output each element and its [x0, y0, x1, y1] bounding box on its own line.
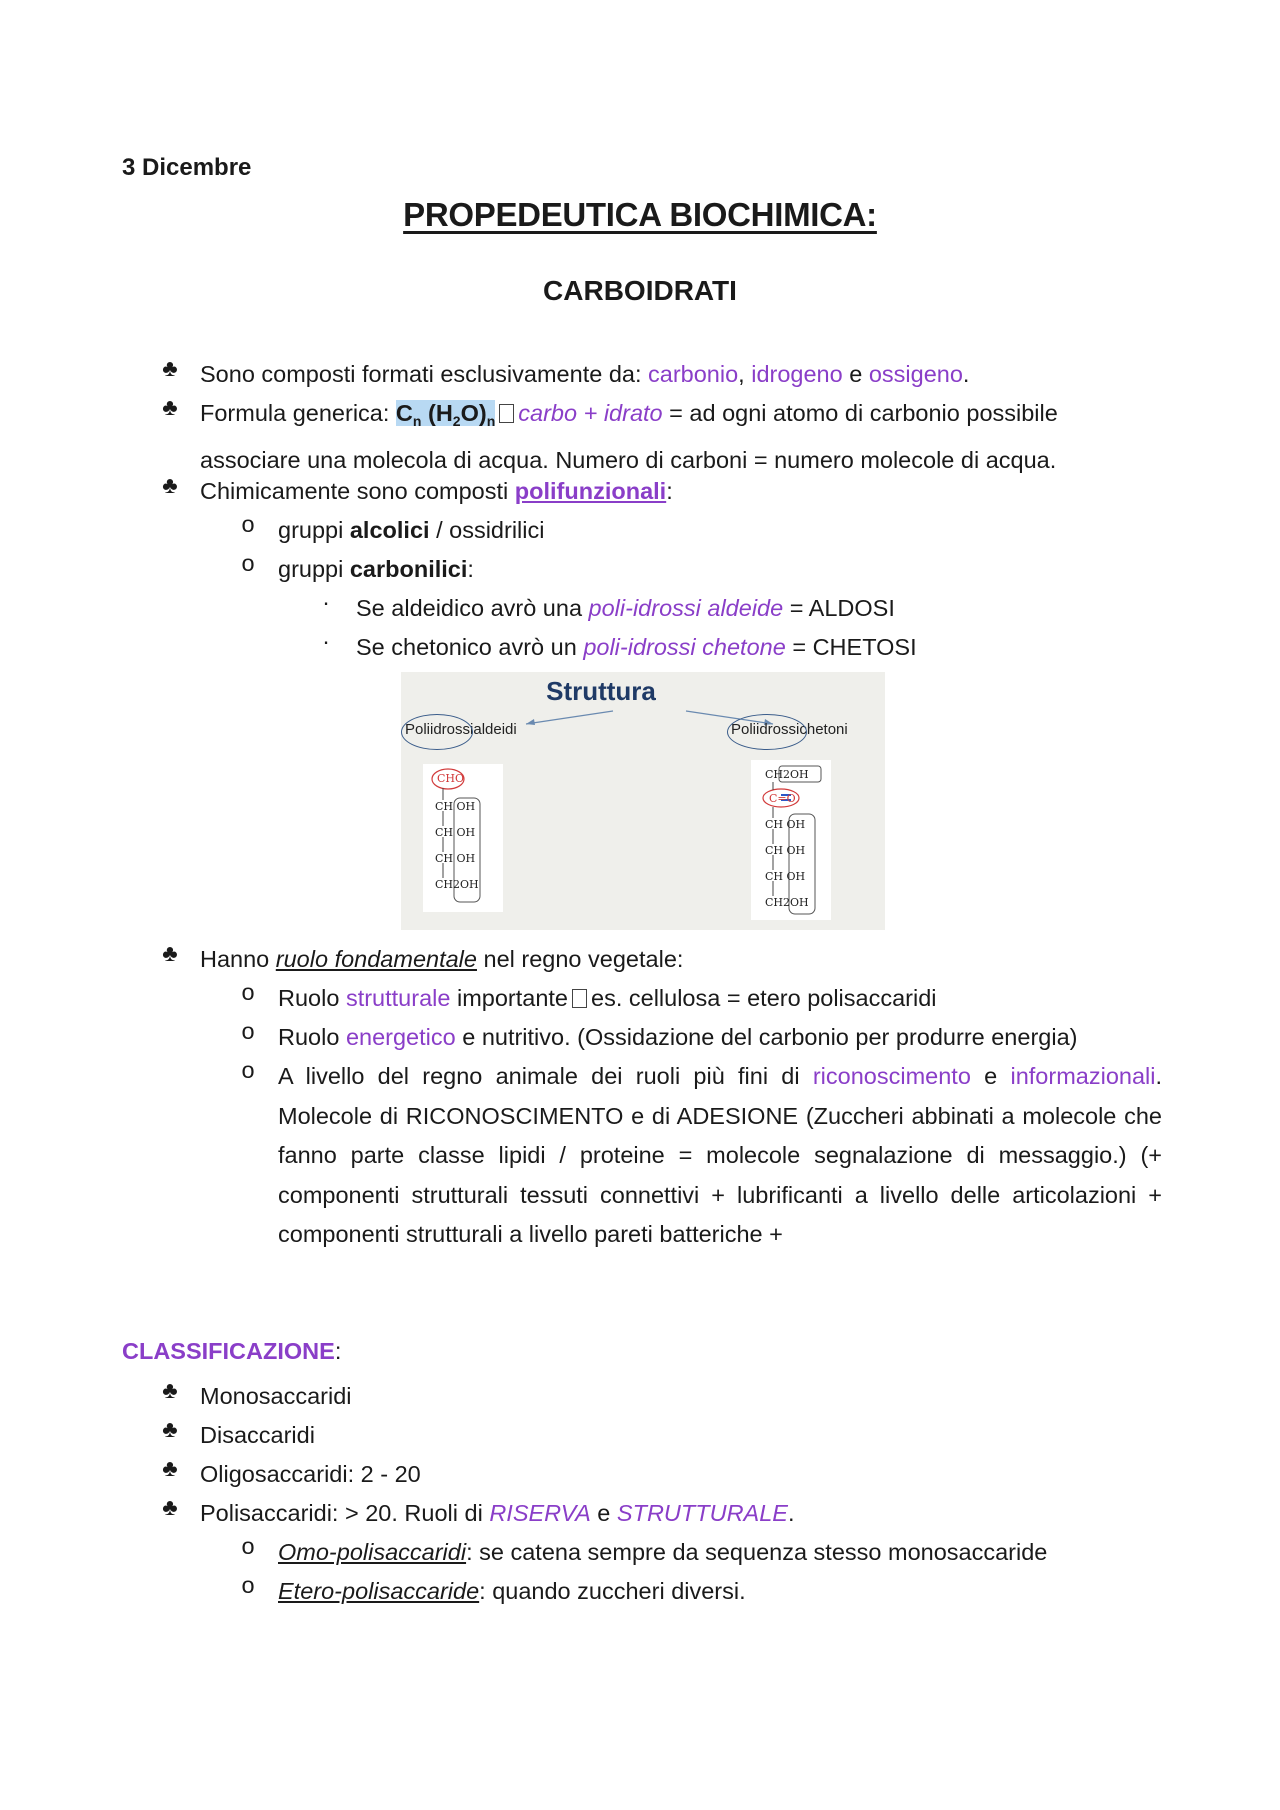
term-idrogeno: idrogeno: [751, 361, 843, 387]
aldose-structure: CHO CH OH CH OH CH OH CH2OH: [423, 764, 503, 912]
bullet-ruolo: Hanno ruolo fondamentale nel regno vegetale:: [200, 946, 684, 972]
circle-bullet-icon: o: [241, 1057, 255, 1083]
dot-bullet-icon: ·: [322, 589, 330, 615]
bullet-polifunzionali: Chimicamente sono composti polifunzionali:: [200, 478, 673, 504]
page-title: PROPEDEUTICA BIOCHIMICA:: [403, 196, 877, 233]
aldehyde-label: Poliidrossialdeidi: [405, 721, 517, 738]
term-carbonio: carbonio: [648, 361, 739, 387]
lecture-date: 3 Dicembre: [122, 154, 252, 181]
bullet-formula: Formula generica: $C_n$ $(H_2O)_n$ carbo + idrato = ad ogni atomo di carbonio possibile associare una molecola di acqua. Numero di carboni = numero molecole di acqua.: [200, 400, 1058, 473]
formula-highlight: $C_n$ $(H_2O)_n$: [395, 400, 496, 429]
missing-glyph-box-icon: [499, 404, 514, 423]
subbullet-riconoscimento: A livello del regno animale dei ruoli più fini di riconoscimento e informazionali. Molecole di RICONOSCIMENTO e di ADESIONE (Zuccheri abbinati a molecole che fanno parte classe lipidi / proteine = molecole segnalazione di messaggio.) (+ componenti strutturali tessuti connettivi + lubrificanti a livello delle articolazioni + componenti strutturali a livello pareti batteriche +: [278, 1063, 1162, 1247]
club-bullet-icon: ♣: [162, 940, 178, 966]
ketone-ellipse: [727, 714, 807, 750]
club-bullet-icon: ♣: [162, 472, 178, 498]
figure-title: Struttura: [546, 676, 656, 706]
circle-bullet-icon: o: [241, 1572, 255, 1598]
circle-bullet-icon: o: [241, 550, 255, 576]
club-bullet-icon: ♣: [162, 1416, 178, 1442]
club-bullet-icon: ♣: [162, 1494, 178, 1520]
circle-bullet-icon: o: [241, 979, 255, 1005]
circle-bullet-icon: o: [241, 1018, 255, 1044]
list-item: Oligosaccaridi: 2 - 20: [200, 1461, 421, 1487]
aldehyde-ellipse: [401, 714, 473, 750]
structure-figure: [401, 672, 885, 930]
subbullet-energetico: Ruolo energetico e nutritivo. (Ossidazione del carbonio per produrre energia): [278, 1024, 1078, 1050]
subbullet-strutturale: Ruolo strutturale importante es. cellulosa = etero polisaccaridi: [278, 985, 937, 1011]
section-subtitle: CARBOIDRATI: [543, 275, 737, 306]
bullet-composition: Sono composti formati esclusivamente da: carbonio, idrogeno e ossigeno.: [200, 361, 970, 387]
subsub-aldosi: Se aldeidico avrò una poli-idrossi aldeide = ALDOSI: [356, 595, 895, 621]
term-polifunzionali: polifunzionali: [514, 478, 667, 504]
ketose-structure: CH2OH C=O CH OH CH OH CH OH CH2OH: [751, 760, 831, 920]
list-item: Disaccaridi: [200, 1422, 315, 1448]
dot-bullet-icon: ·: [322, 628, 330, 654]
subbullet-carbonilici: gruppi carbonilici:: [278, 556, 474, 582]
club-bullet-icon: ♣: [162, 1455, 178, 1481]
term-ossigeno: ossigeno: [868, 361, 963, 387]
circle-bullet-icon: o: [241, 1533, 255, 1559]
ketone-label: Poliidrossichetoni: [731, 721, 848, 738]
club-bullet-icon: ♣: [162, 394, 178, 420]
list-item-polisaccaridi: Polisaccaridi: > 20. Ruoli di RISERVA e STRUTTURALE.: [200, 1500, 795, 1526]
classificazione-heading: CLASSIFICAZIONE:: [122, 1338, 342, 1364]
club-bullet-icon: ♣: [162, 355, 178, 381]
list-item: Monosaccaridi: [200, 1383, 352, 1409]
subsub-chetosi: Se chetonico avrò un poli-idrossi chetone = CHETOSI: [356, 634, 917, 660]
subbullet-omo: Omo-polisaccaridi: se catena sempre da sequenza stesso monosaccaride: [278, 1539, 1048, 1565]
term-carbo-idrato: carbo + idrato: [518, 400, 663, 426]
circle-bullet-icon: o: [241, 511, 255, 537]
missing-glyph-box-icon: [572, 989, 587, 1008]
subbullet-etero: Etero-polisaccaride: quando zuccheri diversi.: [278, 1578, 746, 1604]
club-bullet-icon: ♣: [162, 1377, 178, 1403]
subbullet-alcolici: gruppi alcolici / ossidrilici: [278, 517, 545, 543]
